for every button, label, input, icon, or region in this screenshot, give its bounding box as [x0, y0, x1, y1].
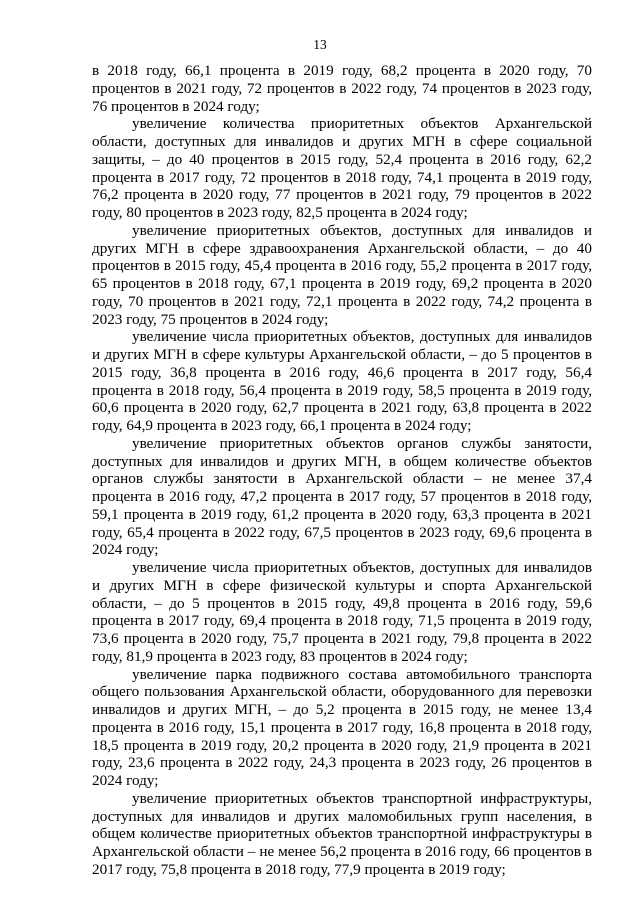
paragraph-social-protection: увеличение количества приоритетных объектов Архангельской области, доступных для инвалидов и других МГН в сфере социальной защиты, – до 40 процентов в 2015 году, 52,4 процента в 2016 году, 62,2 процента в 2017 году, 72 процентов в 2018 году, 74,1 процента в 2019 году, 76,2 процента в 2020 году, 77 процентов в 2021 году, 79 процентов в 2022 году, 80 процентов в 2023 году, 82,5 процента в 2024 году; [92, 115, 592, 221]
paragraph-continuation: в 2018 году, 66,1 процента в 2019 году, 68,2 процента в 2020 году, 70 процентов в 2021 году, 72 процентов в 2022 году, 74 процентов в 2023 году, 76 процентов в 2024 году; [92, 62, 592, 115]
page-number: 13 [313, 37, 327, 52]
paragraph-culture: увеличение числа приоритетных объектов, доступных для инвалидов и других МГН в сфере культуры Архангельской области, – до 5 процентов в 2015 году, 36,8 процента в 2016 году, 46,6 процента в 2017 году, 56,4 процента в 2018 году, 56,4 процента в 2019 году, 58,5 процента в 2019 году, 60,6 процента в 2020 году, 62,7 процента в 2021 году, 63,8 процента в 2022 году, 64,9 процента в 2023 году, 66,1 процента в 2024 году; [92, 328, 592, 434]
document-body [92, 62, 592, 879]
paragraph-healthcare: увеличение приоритетных объектов, доступных для инвалидов и других МГН в сфере здравоохранения Архангельской области, – до 40 процентов в 2015 году, 45,4 процента в 2016 году, 55,2 процента в 2017 году, 65 процентов в 2018 году, 67,1 процента в 2019 году, 69,2 процента в 2020 году, 70 процентов в 2021 году, 72,1 процента в 2022 году, 74,2 процента в 2023 году, 75 процентов в 2024 году; [92, 221, 592, 328]
paragraph-transport-infrastructure: увеличение приоритетных объектов транспортной инфраструктуры, доступных для инвалидов и других маломобильных групп населения, в общем количестве приоритетных объектов транспортной инфраструктуры в Архангельской области – не менее 56,2 процента в 2016 году, 66 процентов в 2017 году, 75,8 процента в 2018 году, 77,9 процента в 2019 году; [92, 789, 592, 878]
paragraph-sports: увеличение числа приоритетных объектов, доступных для инвалидов и других МГН в сфере физической культуры и спорта Архангельской области, – до 5 процентов в 2015 году, 49,8 процента в 2016 году, 59,6 процента в 2017 году, 69,4 процента в 2018 году, 71,5 процента в 2019 году, 73,6 процента в 2020 году, 75,7 процента в 2021 году, 79,8 процента в 2022 году, 81,9 процента в 2023 году, 83 процентов в 2024 году; [92, 559, 592, 665]
paragraph-public-transport: увеличение парка подвижного состава автомобильного транспорта общего пользования Архангельской области, оборудованного для перевозки инвалидов и других МГН, – до 5,2 процента в 2015 году, не менее 13,4 процента в 2016 году, 15,1 процента в 2017 году, 16,8 процента в 2018 году, 18,5 процента в 2019 году, 20,2 процента в 2020 году, 21,9 процента в 2021 году, 23,6 процента в 2022 году, 24,3 процента в 2023 году, 26 процентов в 2024 году; [92, 665, 592, 789]
paragraph-employment-service: увеличение приоритетных объектов органов службы занятости, доступных для инвалидов и других МГН, в общем количестве объектов органов службы занятости в Архангельской области – не менее 37,4 процента в 2016 году, 47,2 процента в 2017 году, 57 процентов в 2018 году, 59,1 процента в 2019 году, 61,2 процента в 2020 году, 63,3 процента в 2021 году, 65,4 процента в 2022 году, 67,5 процентов в 2023 году, 69,6 процента в 2024 году; [92, 434, 592, 559]
